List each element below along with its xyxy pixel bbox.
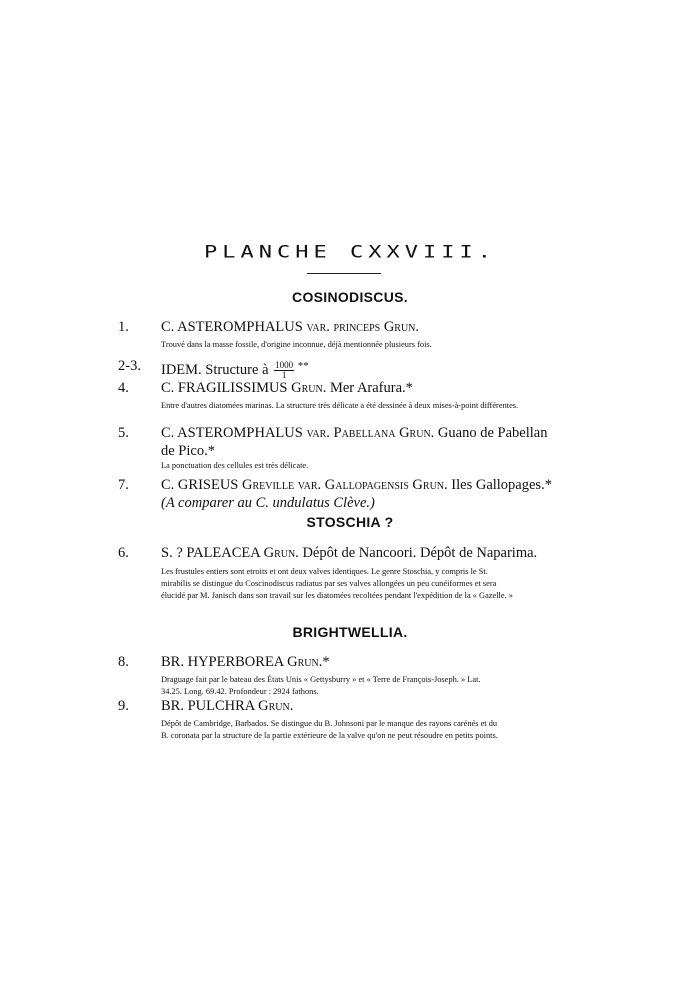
author-name: Grun. xyxy=(258,698,294,714)
entry-number: 7. xyxy=(118,477,129,493)
locality: Guano de Pabellan xyxy=(437,425,548,441)
comparison-note: (A comparer au C. undulatus Clève.) xyxy=(161,495,375,511)
entry-title xyxy=(161,476,591,494)
entry-title xyxy=(161,697,591,715)
entry-number: 5. xyxy=(118,425,129,441)
species-name: IDEM. Structure à xyxy=(161,362,269,378)
section-heading-stoschia: STOSCHIA ? xyxy=(306,514,394,530)
entry-description: Entre d'autres diatomées marinas. La structure très délicate a été dessinée à deux mises-à-point différentes. xyxy=(161,401,519,410)
entry-description: Trouvé dans la masse fossile, d'origine inconnue, déjà mentionnée plusieurs fois. xyxy=(161,340,432,349)
entry-description-line-2: mirabilis se distingue du Coscinodiscus radiatus par ses valves allongées un peu cunéiformes et sera xyxy=(161,579,497,588)
stars-mark: ** xyxy=(297,360,309,372)
plate-title: PLANCHE CXXVIII. xyxy=(204,242,496,263)
species-name: BR. PULCHRA xyxy=(161,698,255,714)
variety-name: var. Pabellana Grun. xyxy=(306,425,435,441)
entry-title xyxy=(161,357,591,380)
section-heading-brightwellia: BRIGHTWELLIA. xyxy=(292,624,408,640)
author-name: Grun. xyxy=(291,380,327,396)
entry-description-line-1: Les frustules entiers sont etroits et ont deux valves identiques. Le genre Stoschia, y compris le St. xyxy=(161,567,488,576)
species-name: S. ? PALEACEA xyxy=(161,545,260,561)
title-rule xyxy=(307,273,381,274)
entry-description-line-1: Dépôt de Cambridge, Barbados. Se distingue du B. Johnsoni par le manque des rayons carénés et du xyxy=(161,719,498,728)
species-name: C. ASTEROMPHALUS xyxy=(161,319,303,335)
entry-number: 6. xyxy=(118,545,129,561)
entry-number: 8. xyxy=(118,654,129,670)
author-name: Grun. xyxy=(263,545,299,561)
locality: Iles Gallopages.* xyxy=(451,477,552,493)
locality: Mer Arafura.* xyxy=(329,380,413,396)
entry-number: 2-3. xyxy=(118,358,141,374)
locality-continued: de Pico.* xyxy=(161,443,215,459)
entry-title xyxy=(161,544,591,562)
fraction-denominator: 1 xyxy=(281,370,287,381)
entry-title xyxy=(161,424,591,442)
section-heading-cosinodiscus: COSINODISCUS. xyxy=(292,289,408,305)
entry-description-line-1: Draguage fait par le bateau des États Unis « Gettysburry » et « Terre de François-Joseph. » Lat. xyxy=(161,675,481,684)
entry-description: La ponctuation des cellules est très délicate. xyxy=(161,461,309,470)
entry-description-line-2: 34.25. Long. 69.42. Profondeur : 2924 fathons. xyxy=(161,687,319,696)
locality: Dépôt de Nancoori. Dépôt de Naparima. xyxy=(302,545,538,561)
variety-name: var. princeps Grun. xyxy=(306,319,420,335)
species-name: C. GRISEUS xyxy=(161,477,239,493)
entry-title xyxy=(161,379,591,397)
species-name: C. FRAGILISSIMUS xyxy=(161,380,288,396)
entry-number: 1. xyxy=(118,319,129,335)
fraction-numerator: 1000 xyxy=(275,360,294,371)
entry-title xyxy=(161,318,591,336)
entry-description-line-3: élucidé par M. Janisch dans son travail sur les diatomées recoltées pendant l'expédition de la « Gazelle. » xyxy=(161,591,513,600)
entry-number: 4. xyxy=(118,380,129,396)
entry-title xyxy=(161,653,591,671)
variety-name: Greville var. Gallopagensis Grun. xyxy=(241,477,448,493)
entry-description-line-2: B. coronata par la structure de la partie extérieure de la valve qu'on ne peut résoudre en petits points. xyxy=(161,731,498,740)
species-name: C. ASTEROMPHALUS xyxy=(161,425,303,441)
author-name: Grun.* xyxy=(287,654,330,670)
magnification-fraction xyxy=(274,361,294,380)
species-name: BR. HYPERBOREA xyxy=(161,654,284,670)
entry-number: 9. xyxy=(118,698,129,714)
